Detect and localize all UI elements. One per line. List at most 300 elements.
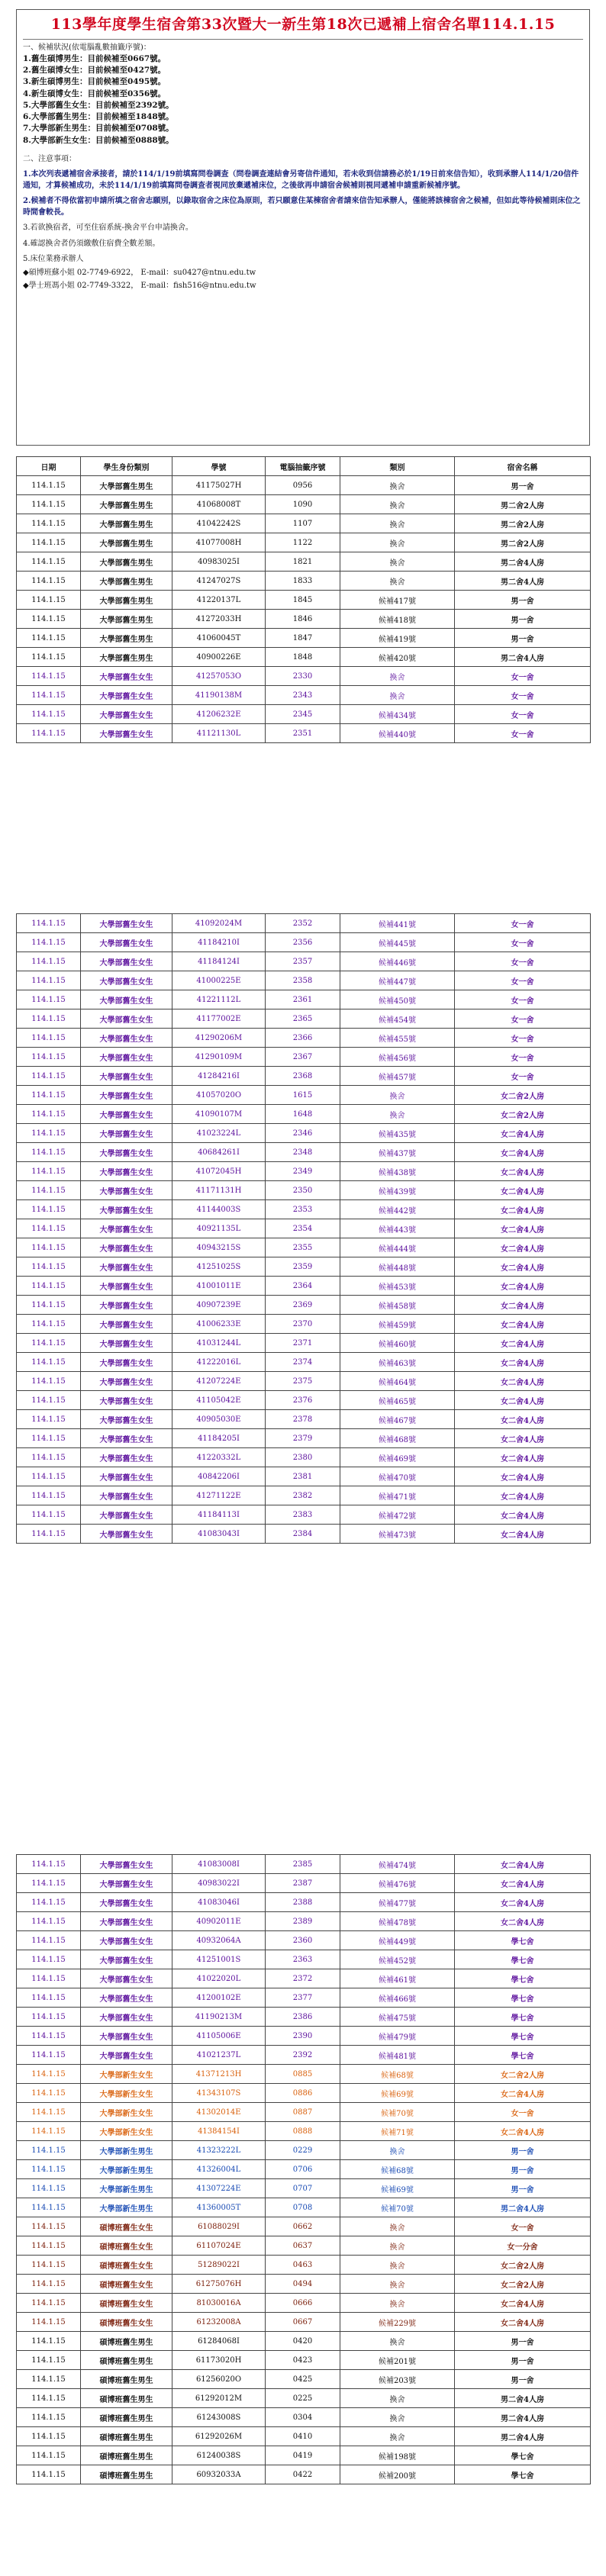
- table-row: [17, 1048, 591, 1067]
- cell-category: 候補448號: [340, 1257, 455, 1277]
- cell-lottery-number: 0410: [266, 2427, 340, 2446]
- contact-line: ◆碩博班蘇小姐 02-7749-6922， E-mail：su0427@ntnu.edu.tw: [23, 268, 256, 277]
- cell-lottery-number: 1846: [266, 610, 340, 629]
- cell-student-type: 大學部舊生女生: [81, 1410, 172, 1429]
- table-row: [17, 971, 591, 990]
- table-row: [17, 2046, 591, 2065]
- cell-student-type: 大學部舊生女生: [81, 1086, 172, 1105]
- cell-student-id: 41222016L: [172, 1353, 266, 1372]
- cell-dorm-name: 男一舍: [455, 2160, 591, 2179]
- cell-lottery-number: 2370: [266, 1315, 340, 1334]
- cell-student-id: 41257053O: [172, 667, 266, 686]
- cell-dorm-name: 女二舍4人房: [455, 1334, 591, 1353]
- cell-date: 114.1.15: [17, 1181, 81, 1200]
- cell-dorm-name: 女一舍: [455, 1029, 591, 1048]
- cell-category: 候補437號: [340, 1143, 455, 1162]
- table-row: [17, 2122, 591, 2141]
- cell-date: 114.1.15: [17, 476, 81, 495]
- cell-dorm-name: 學七舍: [455, 2446, 591, 2465]
- cell-dorm-name: 女二舍4人房: [455, 2313, 591, 2332]
- cell-student-id: 40907239E: [172, 1296, 266, 1315]
- cell-lottery-number: 2354: [266, 1219, 340, 1238]
- cell-dorm-name: 女二舍4人房: [455, 1855, 591, 1874]
- cell-lottery-number: 1847: [266, 629, 340, 648]
- table-row: [17, 2160, 591, 2179]
- cell-date: 114.1.15: [17, 2160, 81, 2179]
- cell-student-type: 大學部舊生女生: [81, 1855, 172, 1874]
- cell-student-id: 41022020L: [172, 1969, 266, 1988]
- table-row: [17, 2408, 591, 2427]
- cell-dorm-name: 女一舍: [455, 705, 591, 724]
- table-row: [17, 1009, 591, 1029]
- cell-category: 候補200號: [340, 2465, 455, 2484]
- cell-dorm-name: 學七舍: [455, 2008, 591, 2027]
- cell-date: 114.1.15: [17, 572, 81, 591]
- cell-lottery-number: 0420: [266, 2332, 340, 2351]
- table-row: [17, 2217, 591, 2236]
- cell-student-type: 大學部舊生男生: [81, 572, 172, 591]
- cell-date: 114.1.15: [17, 1874, 81, 1893]
- note-5: 5.床位業務承辦人: [23, 255, 84, 264]
- cell-lottery-number: 1122: [266, 533, 340, 552]
- cell-student-id: 41271122E: [172, 1486, 266, 1505]
- cell-student-id: 41302014E: [172, 2103, 266, 2122]
- cell-student-type: 碩博班舊生女生: [81, 2313, 172, 2332]
- cell-student-id: 40905030E: [172, 1410, 266, 1429]
- header-student-type: 學生身份類別: [81, 457, 172, 476]
- cell-date: 114.1.15: [17, 2065, 81, 2084]
- cell-date: 114.1.15: [17, 724, 81, 743]
- table-row: [17, 1912, 591, 1931]
- cell-student-type: 大學部舊生女生: [81, 1105, 172, 1124]
- cell-date: 114.1.15: [17, 1257, 81, 1277]
- cell-category: 換舍: [340, 667, 455, 686]
- table-row: [17, 533, 591, 552]
- cell-student-id: 41000225E: [172, 971, 266, 990]
- cell-date: 114.1.15: [17, 1086, 81, 1105]
- cell-student-type: 碩博班舊生女生: [81, 2256, 172, 2275]
- cell-category: 換舍: [340, 2217, 455, 2236]
- cell-dorm-name: 男一舍: [455, 2370, 591, 2389]
- cell-student-type: 大學部舊生女生: [81, 1988, 172, 2008]
- cell-student-id: 41083046I: [172, 1893, 266, 1912]
- cell-category: 候補201號: [340, 2351, 455, 2370]
- cell-dorm-name: 男二舍2人房: [455, 533, 591, 552]
- cell-date: 114.1.15: [17, 495, 81, 514]
- cell-student-id: 61088029I: [172, 2217, 266, 2236]
- cell-dorm-name: 學七舍: [455, 2465, 591, 2484]
- table-row: [17, 495, 591, 514]
- cell-student-id: 41090107M: [172, 1105, 266, 1124]
- cell-lottery-number: 1833: [266, 572, 340, 591]
- cell-lottery-number: 1648: [266, 1105, 340, 1124]
- cell-student-type: 大學部舊生女生: [81, 1950, 172, 1969]
- cell-category: 候補479號: [340, 2027, 455, 2046]
- cell-student-id: 41184210I: [172, 933, 266, 952]
- cell-student-type: 大學部舊生女生: [81, 667, 172, 686]
- cell-date: 114.1.15: [17, 1467, 81, 1486]
- table-row: [17, 990, 591, 1009]
- cell-student-type: 大學部舊生男生: [81, 610, 172, 629]
- table-row: [17, 591, 591, 610]
- cell-student-type: 大學部舊生女生: [81, 1372, 172, 1391]
- cell-date: 114.1.15: [17, 1448, 81, 1467]
- cell-date: 114.1.15: [17, 2122, 81, 2141]
- cell-student-id: 41384154I: [172, 2122, 266, 2141]
- cell-category: 候補467號: [340, 1410, 455, 1429]
- cell-student-id: 41284216I: [172, 1067, 266, 1086]
- cell-dorm-name: 女二舍4人房: [455, 1353, 591, 1372]
- table-row: [17, 2027, 591, 2046]
- cell-dorm-name: 學七舍: [455, 2046, 591, 2065]
- cell-student-id: 41290206M: [172, 1029, 266, 1048]
- cell-dorm-name: 學七舍: [455, 2027, 591, 2046]
- cell-student-type: 大學部舊生女生: [81, 1029, 172, 1048]
- cell-lottery-number: 2389: [266, 1912, 340, 1931]
- cell-student-type: 大學部舊生男生: [81, 629, 172, 648]
- cell-student-type: 大學部舊生女生: [81, 2027, 172, 2046]
- notice-box: [16, 9, 590, 446]
- cell-dorm-name: 男一舍: [455, 2351, 591, 2370]
- cell-student-type: 大學部新生女生: [81, 2065, 172, 2084]
- cell-category: 換舍: [340, 686, 455, 705]
- cell-category: 候補438號: [340, 1162, 455, 1181]
- cell-lottery-number: 1090: [266, 495, 340, 514]
- table-row: [17, 1334, 591, 1353]
- status-list: [23, 53, 583, 147]
- cell-dorm-name: 女二舍4人房: [455, 1219, 591, 1238]
- cell-student-type: 碩博班舊生男生: [81, 2351, 172, 2370]
- assignment-table-2: [16, 913, 591, 1544]
- table-row: [17, 1988, 591, 2008]
- table-row: [17, 1467, 591, 1486]
- cell-date: 114.1.15: [17, 1009, 81, 1029]
- cell-student-type: 大學部舊生女生: [81, 952, 172, 971]
- cell-student-type: 大學部舊生男生: [81, 476, 172, 495]
- cell-dorm-name: 女一舍: [455, 971, 591, 990]
- cell-lottery-number: 2385: [266, 1855, 340, 1874]
- cell-dorm-name: 女二舍2人房: [455, 2065, 591, 2084]
- cell-student-type: 大學部舊生女生: [81, 1238, 172, 1257]
- cell-dorm-name: 女二舍2人房: [455, 2275, 591, 2294]
- cell-dorm-name: 女二舍4人房: [455, 1893, 591, 1912]
- cell-lottery-number: 2374: [266, 1353, 340, 1372]
- cell-category: 候補69號: [340, 2084, 455, 2103]
- cell-dorm-name: 女一舍: [455, 724, 591, 743]
- table-row: [17, 514, 591, 533]
- cell-student-id: 41175027H: [172, 476, 266, 495]
- cell-student-id: 41057020O: [172, 1086, 266, 1105]
- cell-date: 114.1.15: [17, 648, 81, 667]
- cell-student-type: 大學部舊生女生: [81, 971, 172, 990]
- cell-lottery-number: 2372: [266, 1969, 340, 1988]
- cell-category: 換舍: [340, 2236, 455, 2256]
- cell-student-type: 碩博班舊生男生: [81, 2370, 172, 2389]
- table-row: [17, 1874, 591, 1893]
- table-row: [17, 2141, 591, 2160]
- cell-date: 114.1.15: [17, 2408, 81, 2427]
- cell-student-type: 大學部舊生女生: [81, 1067, 172, 1086]
- cell-lottery-number: 2366: [266, 1029, 340, 1048]
- cell-category: 候補70號: [340, 2198, 455, 2217]
- cell-student-id: 61173020H: [172, 2351, 266, 2370]
- cell-category: 候補440號: [340, 724, 455, 743]
- cell-date: 114.1.15: [17, 933, 81, 952]
- cell-student-id: 41060045T: [172, 629, 266, 648]
- cell-dorm-name: 男一舍: [455, 2332, 591, 2351]
- cell-date: 114.1.15: [17, 2046, 81, 2065]
- cell-category: 候補447號: [340, 971, 455, 990]
- cell-student-type: 大學部舊生女生: [81, 1448, 172, 1467]
- cell-student-type: 大學部舊生女生: [81, 1048, 172, 1067]
- status-line: 7.大學部新生男生：目前候補至0708號。: [23, 124, 174, 134]
- cell-dorm-name: 男二舍4人房: [455, 572, 591, 591]
- cell-student-id: 41042242S: [172, 514, 266, 533]
- cell-student-id: 40900226E: [172, 648, 266, 667]
- cell-date: 114.1.15: [17, 533, 81, 552]
- cell-date: 114.1.15: [17, 2465, 81, 2484]
- table-row: [17, 1525, 591, 1544]
- cell-date: 114.1.15: [17, 2351, 81, 2370]
- cell-category: 候補454號: [340, 1009, 455, 1029]
- cell-category: 換舍: [340, 533, 455, 552]
- cell-dorm-name: 女一舍: [455, 2103, 591, 2122]
- cell-dorm-name: 學七舍: [455, 1931, 591, 1950]
- cell-lottery-number: 2371: [266, 1334, 340, 1353]
- cell-lottery-number: 0425: [266, 2370, 340, 2389]
- table-row: [17, 1315, 591, 1334]
- cell-student-id: 40983025I: [172, 552, 266, 572]
- cell-dorm-name: 女二舍4人房: [455, 1391, 591, 1410]
- cell-dorm-name: 男二舍4人房: [455, 552, 591, 572]
- cell-category: 候補473號: [340, 1525, 455, 1544]
- cell-lottery-number: 2392: [266, 2046, 340, 2065]
- cell-date: 114.1.15: [17, 610, 81, 629]
- cell-student-id: 40943215S: [172, 1238, 266, 1257]
- cell-date: 114.1.15: [17, 2027, 81, 2046]
- cell-dorm-name: 學七舍: [455, 1950, 591, 1969]
- cell-student-id: 41184113I: [172, 1505, 266, 1525]
- table-row: [17, 952, 591, 971]
- cell-lottery-number: 2364: [266, 1277, 340, 1296]
- cell-date: 114.1.15: [17, 2217, 81, 2236]
- cell-lottery-number: 0666: [266, 2294, 340, 2313]
- cell-category: 換舍: [340, 1105, 455, 1124]
- cell-dorm-name: 男二舍4人房: [455, 2198, 591, 2217]
- cell-student-id: 81030016A: [172, 2294, 266, 2313]
- cell-student-id: 41251001S: [172, 1950, 266, 1969]
- cell-student-type: 大學部舊生女生: [81, 1124, 172, 1143]
- cell-student-type: 大學部舊生女生: [81, 686, 172, 705]
- cell-student-type: 大學部舊生女生: [81, 1181, 172, 1200]
- cell-student-type: 大學部舊生女生: [81, 1296, 172, 1315]
- cell-student-id: 41171131H: [172, 1181, 266, 1200]
- cell-dorm-name: 女二舍4人房: [455, 1505, 591, 1525]
- table-row: [17, 2179, 591, 2198]
- cell-category: 候補455號: [340, 1029, 455, 1048]
- cell-student-type: 大學部新生男生: [81, 2160, 172, 2179]
- cell-student-type: 大學部舊生女生: [81, 1162, 172, 1181]
- cell-student-id: 41144003S: [172, 1200, 266, 1219]
- cell-dorm-name: 女二舍4人房: [455, 2084, 591, 2103]
- cell-student-id: 41001011E: [172, 1277, 266, 1296]
- cell-student-id: 51289022I: [172, 2256, 266, 2275]
- cell-date: 114.1.15: [17, 1067, 81, 1086]
- cell-category: 換舍: [340, 2332, 455, 2351]
- note-4: 4.確認換舍者仍須繳敷住宿費全數差額。: [23, 239, 160, 248]
- cell-student-type: 大學部舊生女生: [81, 1353, 172, 1372]
- cell-student-id: 40902011E: [172, 1912, 266, 1931]
- cell-student-type: 大學部舊生女生: [81, 2046, 172, 2065]
- cell-student-id: 41121130L: [172, 724, 266, 743]
- cell-category: 候補453號: [340, 1277, 455, 1296]
- cell-student-type: 碩博班舊生女生: [81, 2294, 172, 2313]
- cell-student-id: 41200102E: [172, 1988, 266, 2008]
- cell-category: 換舍: [340, 514, 455, 533]
- status-line: 4.新生碩博女生：目前候補至0356號。: [23, 89, 166, 98]
- notes-section: [23, 154, 583, 292]
- cell-lottery-number: 2390: [266, 2027, 340, 2046]
- cell-student-id: 41184205I: [172, 1429, 266, 1448]
- cell-date: 114.1.15: [17, 2370, 81, 2389]
- cell-student-id: 61232008A: [172, 2313, 266, 2332]
- cell-student-id: 41290109M: [172, 1048, 266, 1067]
- cell-lottery-number: 2355: [266, 1238, 340, 1257]
- cell-student-type: 大學部舊生女生: [81, 1467, 172, 1486]
- table-row: [17, 1855, 591, 1874]
- cell-category: 候補472號: [340, 1505, 455, 1525]
- table-row: [17, 2084, 591, 2103]
- cell-category: 候補465號: [340, 1391, 455, 1410]
- cell-student-type: 大學部舊生女生: [81, 1391, 172, 1410]
- cell-lottery-number: 2356: [266, 933, 340, 952]
- cell-student-type: 碩博班舊生女生: [81, 2217, 172, 2236]
- table-row: [17, 1410, 591, 1429]
- cell-lottery-number: 2380: [266, 1448, 340, 1467]
- cell-dorm-name: 女一舍: [455, 952, 591, 971]
- cell-lottery-number: 2352: [266, 914, 340, 933]
- table-row: [17, 667, 591, 686]
- cell-lottery-number: 2369: [266, 1296, 340, 1315]
- cell-date: 114.1.15: [17, 2084, 81, 2103]
- cell-lottery-number: 0463: [266, 2256, 340, 2275]
- table-row: [17, 1505, 591, 1525]
- cell-category: 候補478號: [340, 1912, 455, 1931]
- cell-category: 候補469號: [340, 1448, 455, 1467]
- cell-lottery-number: 1107: [266, 514, 340, 533]
- cell-dorm-name: 女二舍4人房: [455, 1124, 591, 1143]
- table-row: [17, 552, 591, 572]
- cell-student-id: 41083008I: [172, 1855, 266, 1874]
- cell-lottery-number: 2357: [266, 952, 340, 971]
- cell-lottery-number: 2375: [266, 1372, 340, 1391]
- cell-category: 換舍: [340, 2389, 455, 2408]
- cell-student-id: 41083043I: [172, 1525, 266, 1544]
- cell-category: 換舍: [340, 476, 455, 495]
- cell-lottery-number: 0956: [266, 476, 340, 495]
- cell-lottery-number: 0419: [266, 2446, 340, 2465]
- table-row: [17, 2103, 591, 2122]
- table-row: [17, 1931, 591, 1950]
- table-row: [17, 1143, 591, 1162]
- cell-student-type: 碩博班舊生男生: [81, 2446, 172, 2465]
- cell-date: 114.1.15: [17, 1525, 81, 1544]
- cell-category: 候補417號: [340, 591, 455, 610]
- cell-date: 114.1.15: [17, 2446, 81, 2465]
- table-row: [17, 2008, 591, 2027]
- cell-dorm-name: 男一舍: [455, 610, 591, 629]
- cell-date: 114.1.15: [17, 514, 81, 533]
- header-category: 類別: [340, 457, 455, 476]
- cell-category: 候補470號: [340, 1467, 455, 1486]
- table-row: [17, 1086, 591, 1105]
- cell-date: 114.1.15: [17, 1334, 81, 1353]
- cell-student-type: 大學部舊生女生: [81, 2008, 172, 2027]
- cell-student-type: 大學部舊生女生: [81, 724, 172, 743]
- cell-date: 114.1.15: [17, 1143, 81, 1162]
- cell-date: 114.1.15: [17, 1238, 81, 1257]
- cell-dorm-name: 女二舍4人房: [455, 1912, 591, 1931]
- note-1: 1.本次列表遞補宿舍承接者，請於114/1/19前填寫問卷調查（問卷調查連結會另寄信件通知，若未收到信請務必於1/19日前來信告知），收到承辦人114/1/20信件通知，才算候補成功，未於114/1/19前填寫問卷調查者視同放棄遞補床位，之後欲再申請宿舍候補則視同遞補申請重新候補序號。: [23, 170, 579, 190]
- cell-lottery-number: 2367: [266, 1048, 340, 1067]
- assignment-table-3: [16, 1854, 591, 2484]
- cell-student-id: 41184124I: [172, 952, 266, 971]
- cell-date: 114.1.15: [17, 1162, 81, 1181]
- cell-date: 114.1.15: [17, 2294, 81, 2313]
- cell-dorm-name: 女二舍4人房: [455, 2122, 591, 2141]
- cell-student-type: 大學部舊生男生: [81, 552, 172, 572]
- table-row: [17, 1893, 591, 1912]
- cell-dorm-name: 男一舍: [455, 2141, 591, 2160]
- cell-student-type: 大學部新生女生: [81, 2122, 172, 2141]
- cell-student-type: 大學部舊生女生: [81, 1912, 172, 1931]
- table-row: [17, 1219, 591, 1238]
- cell-student-id: 41207224E: [172, 1372, 266, 1391]
- cell-dorm-name: 女一舍: [455, 667, 591, 686]
- cell-lottery-number: 1845: [266, 591, 340, 610]
- cell-student-type: 大學部舊生女生: [81, 1505, 172, 1525]
- table-row: [17, 610, 591, 629]
- cell-student-id: 41190138M: [172, 686, 266, 705]
- table-row: [17, 629, 591, 648]
- cell-dorm-name: 女一舍: [455, 1009, 591, 1029]
- table-row: [17, 1372, 591, 1391]
- header-student-id: 學號: [172, 457, 266, 476]
- page-title: 113學年度學生宿舍第33次暨大一新生第18次已遞補上宿舍名單114.1.15: [23, 14, 583, 40]
- cell-student-type: 大學部舊生男生: [81, 591, 172, 610]
- table-row: [17, 2275, 591, 2294]
- cell-student-type: 碩博班舊生女生: [81, 2275, 172, 2294]
- cell-dorm-name: 女二舍4人房: [455, 1429, 591, 1448]
- cell-category: 候補68號: [340, 2065, 455, 2084]
- cell-student-id: 41247027S: [172, 572, 266, 591]
- table-row: [17, 2294, 591, 2313]
- cell-lottery-number: 0706: [266, 2160, 340, 2179]
- cell-lottery-number: 1821: [266, 552, 340, 572]
- cell-date: 114.1.15: [17, 591, 81, 610]
- cell-category: 候補442號: [340, 1200, 455, 1219]
- cell-dorm-name: 女一分舍: [455, 2236, 591, 2256]
- cell-dorm-name: 學七舍: [455, 1988, 591, 2008]
- cell-lottery-number: 0888: [266, 2122, 340, 2141]
- cell-date: 114.1.15: [17, 629, 81, 648]
- cell-student-id: 41326004L: [172, 2160, 266, 2179]
- cell-dorm-name: 男二舍4人房: [455, 2408, 591, 2427]
- cell-date: 114.1.15: [17, 2141, 81, 2160]
- cell-category: 候補459號: [340, 1315, 455, 1334]
- cell-category: 換舍: [340, 572, 455, 591]
- cell-dorm-name: 男一舍: [455, 629, 591, 648]
